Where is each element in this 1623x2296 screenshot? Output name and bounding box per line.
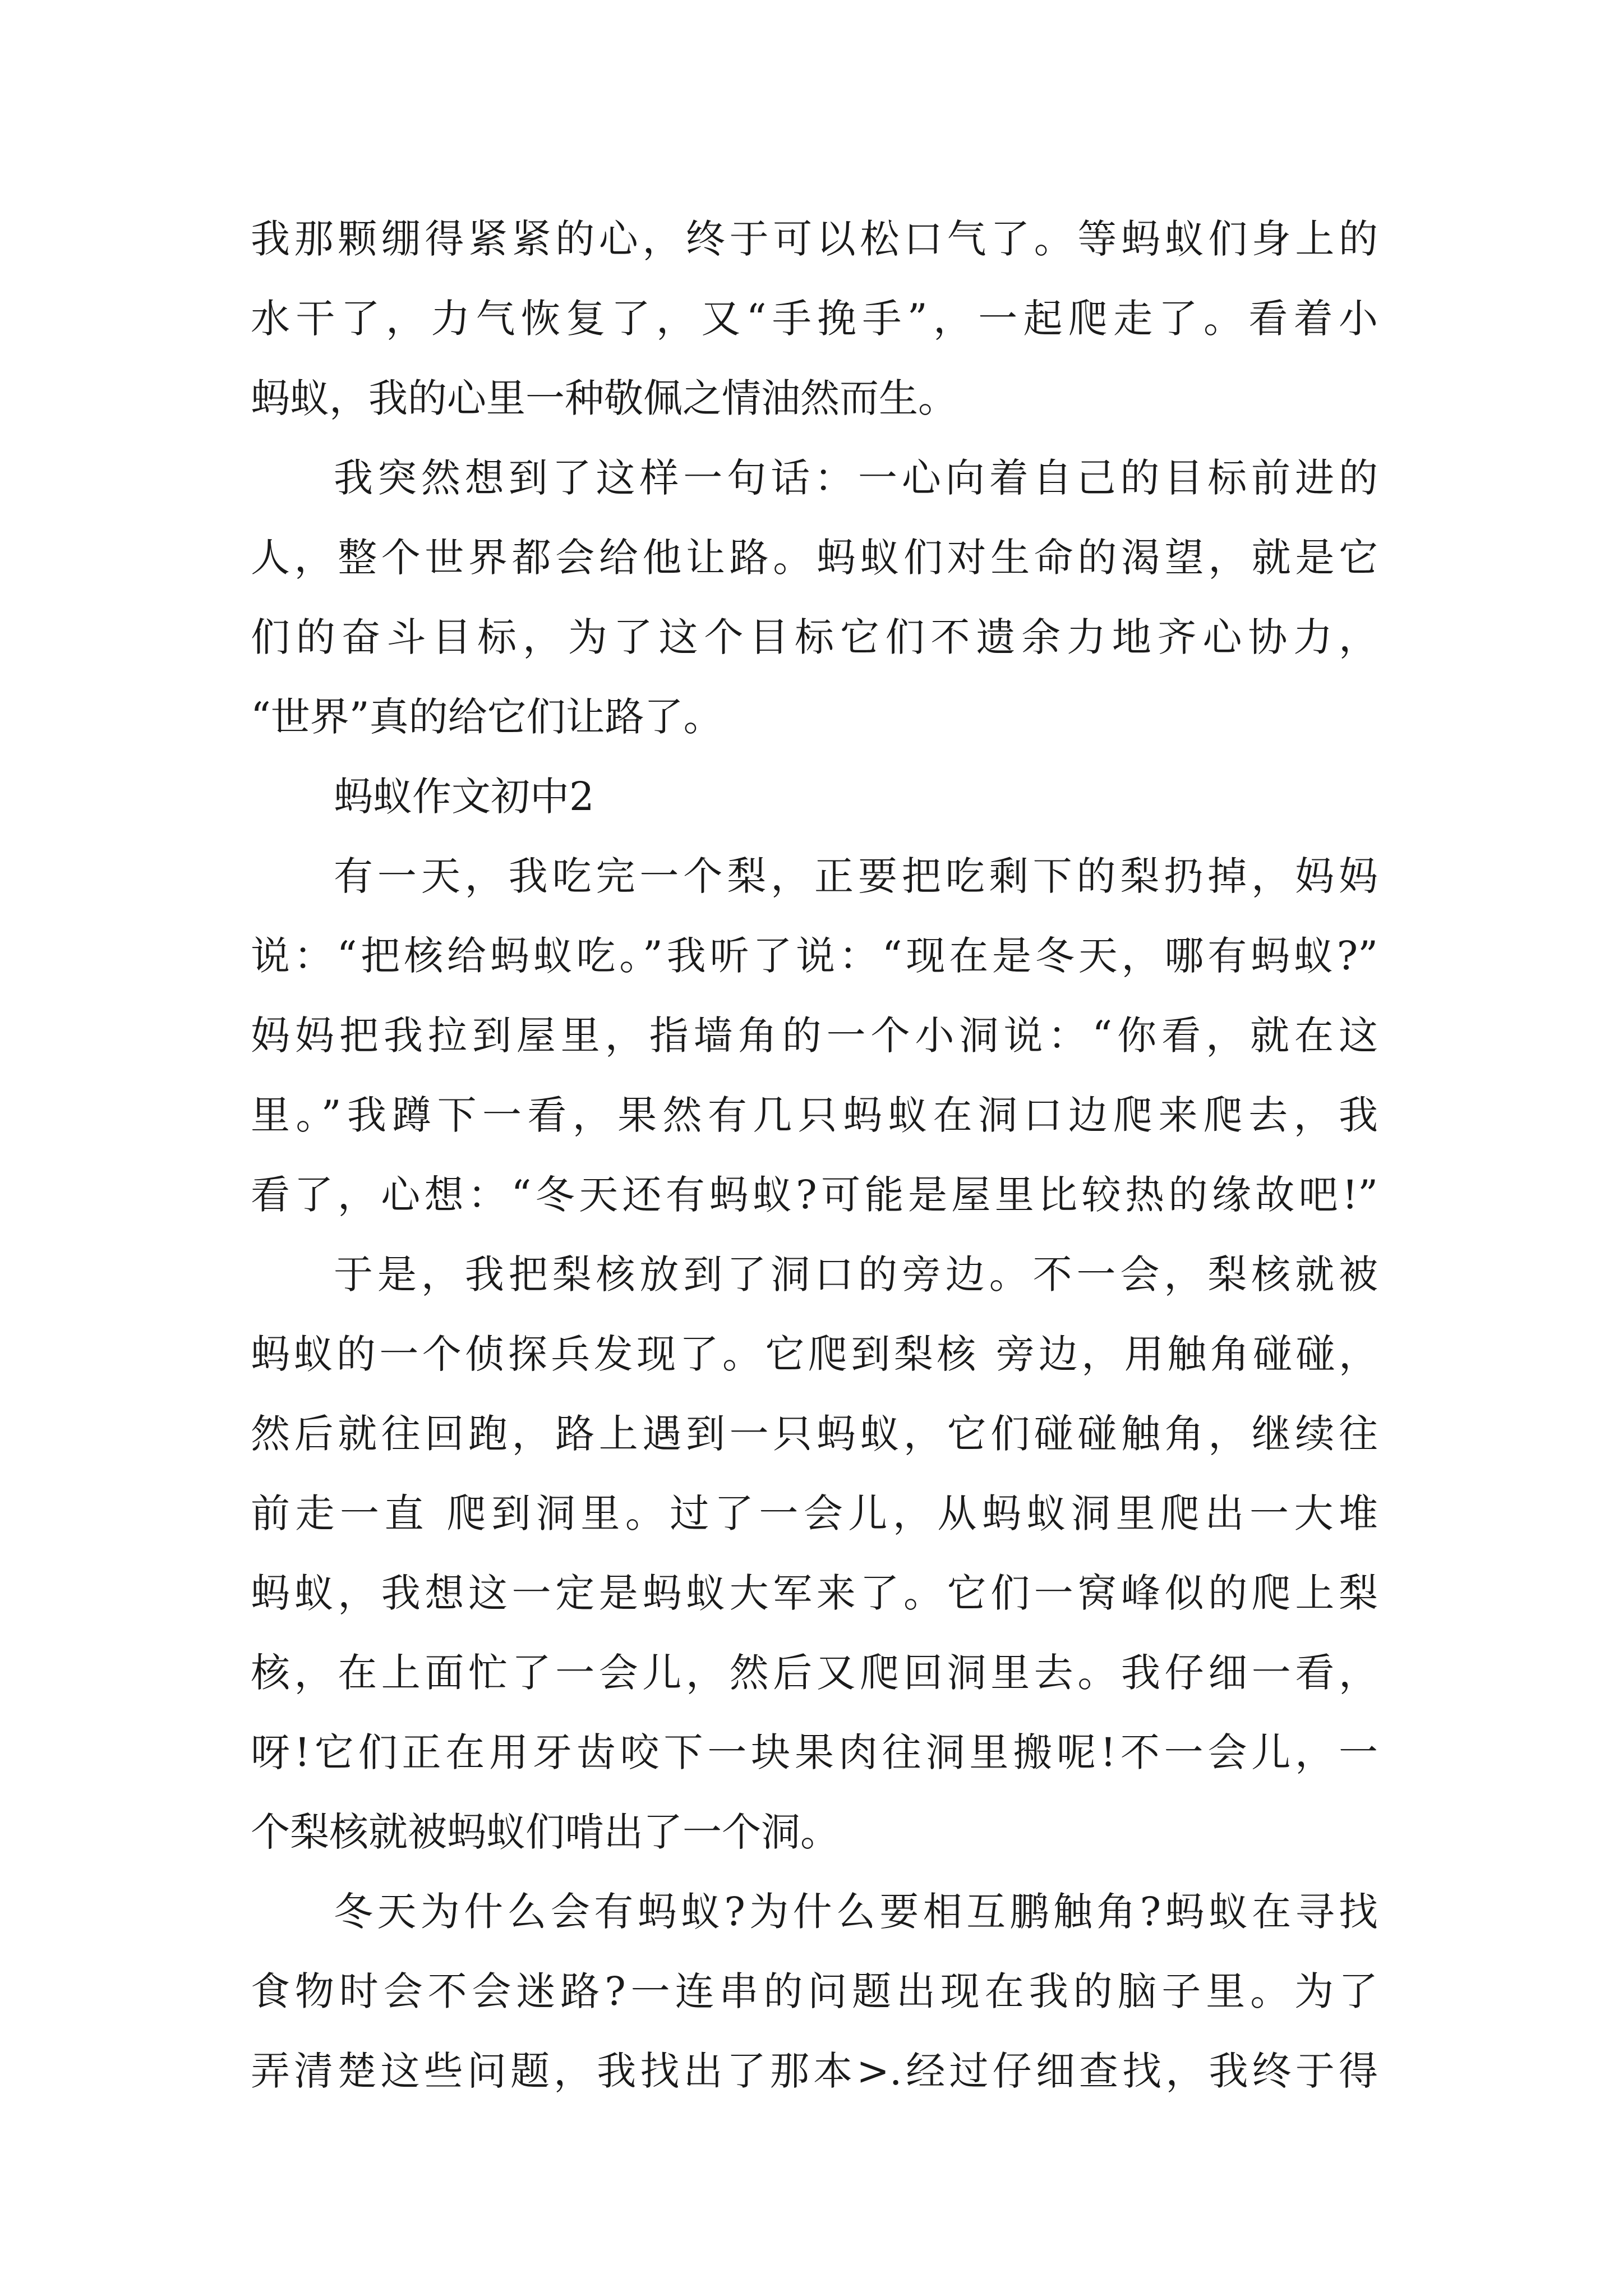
paragraph-line: 说：“把核给蚂蚁吃。”我听了说：“现在是冬天，哪有蚂蚁?”: [251, 933, 1378, 979]
paragraph-line: 弄清楚这些问题，我找出了那本>.经过仔细查找，我终于得: [251, 2048, 1378, 2094]
paragraph-line: 人，整个世界都会给他让路。蚂蚁们对生命的渴望，就是它: [251, 535, 1378, 581]
paragraph-line: 们的奋斗目标，为了这个目标它们不遗余力地齐心协力，: [251, 614, 1378, 660]
paragraph-line: 妈妈把我拉到屋里，指墙角的一个小洞说：“你看，就在这: [251, 1013, 1378, 1059]
paragraph-line: 蚂蚁，我想这一定是蚂蚁大军来了。它们一窝峰似的爬上梨: [251, 1570, 1378, 1616]
paragraph-line: 我突然想到了这样一句话：一心向着自己的目标前进的: [334, 455, 1378, 501]
essay-body: [251, 199, 1378, 2111]
paragraph-line: 核，在上面忙了一会儿，然后又爬回洞里去。我仔细一看，: [251, 1650, 1378, 1696]
paragraph-line: 水干了，力气恢复了，又“手挽手”，一起爬走了。看着小: [251, 296, 1378, 342]
paragraph-line: 看了，心想：“冬天还有蚂蚁?可能是屋里比较热的缘故吧!”: [251, 1172, 1378, 1218]
section-heading: 蚂蚁作文初中2: [334, 774, 594, 820]
paragraph-line: 我那颗绷得紧紧的心，终于可以松口气了。等蚂蚁们身上的: [251, 216, 1378, 262]
paragraph-line: 前走一直 爬到洞里。过了一会儿，从蚂蚁洞里爬出一大堆: [251, 1490, 1378, 1536]
paragraph-line: 蚂蚁，我的心里一种敬佩之情油然而生。: [251, 375, 957, 421]
paragraph-line: 然后就往回跑，路上遇到一只蚂蚁，它们碰碰触角，继续往: [251, 1411, 1378, 1457]
paragraph-line: 蚂蚁的一个侦探兵发现了。它爬到梨核 旁边，用触角碰碰，: [251, 1331, 1378, 1377]
paragraph-line: 冬天为什么会有蚂蚁?为什么要相互鹏触角?蚂蚁在寻找: [334, 1889, 1378, 1935]
paragraph-line: 个梨核就被蚂蚁们啃出了一个洞。: [251, 1809, 840, 1855]
paragraph-line: 呀!它们正在用牙齿咬下一块果肉往洞里搬呢!不一会儿，一: [251, 1729, 1378, 1775]
paragraph-line: 于是，我把梨核放到了洞口的旁边。不一会，梨核就被: [334, 1251, 1378, 1297]
paragraph-line: “世界”真的给它们让路了。: [251, 694, 723, 740]
paragraph-line: 里。”我蹲下一看，果然有几只蚂蚁在洞口边爬来爬去，我: [251, 1092, 1378, 1138]
paragraph-line: 有一天，我吃完一个梨，正要把吃剩下的梨扔掉，妈妈: [334, 853, 1378, 899]
paragraph-line: 食物时会不会迷路?一连串的问题出现在我的脑子里。为了: [251, 1968, 1378, 2014]
